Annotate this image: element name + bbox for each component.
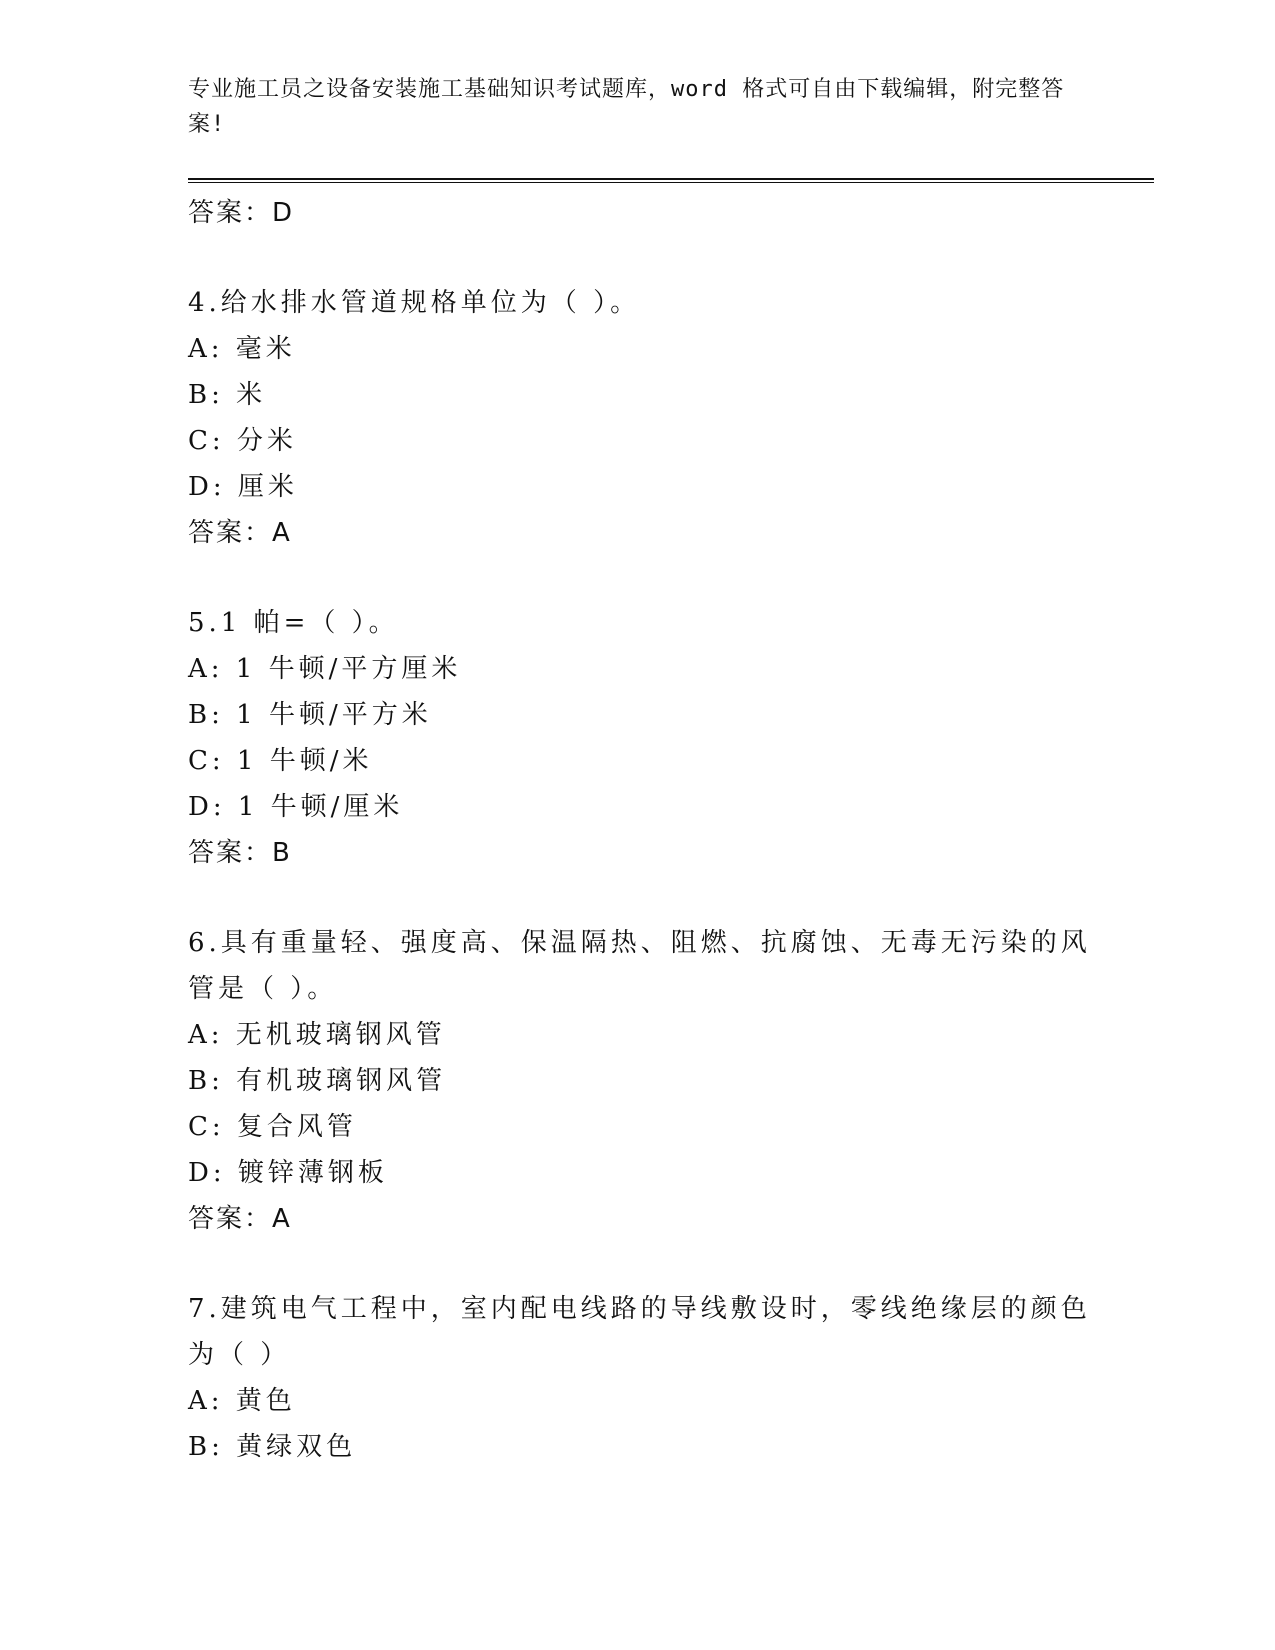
option-b: B: 有机玻璃钢风管	[188, 1066, 447, 1096]
option-d: D: 厘米	[188, 472, 298, 502]
option-b: B: 黄绿双色	[188, 1432, 357, 1462]
option-d: D: 镀锌薄钢板	[188, 1158, 388, 1188]
option-a: A: 无机玻璃钢风管	[188, 1020, 446, 1050]
option-c: C: 1 牛顿/米	[188, 746, 373, 776]
question-5	[188, 600, 1088, 876]
question-stem-line-2: 为（ ）	[188, 1340, 291, 1370]
option-a: A: 1 牛顿/平方厘米	[188, 654, 462, 684]
question-stem-line-1: 7.建筑电气工程中，室内配电线路的导线敷设时，零线绝缘层的颜色	[188, 1294, 1091, 1324]
answer-line: 答案：D	[188, 198, 295, 228]
question-stem: 4.给水排水管道规格单位为（ ）。	[188, 288, 641, 318]
question-stem-line-2: 管是（ ）。	[188, 974, 338, 1004]
option-d: D: 1 牛顿/厘米	[188, 792, 404, 822]
question-list	[188, 190, 1091, 1470]
question-4	[188, 280, 1088, 556]
option-a: A: 黄色	[188, 1386, 296, 1416]
answer-line: 答案：A	[188, 518, 292, 548]
option-a: A: 毫米	[188, 334, 296, 364]
answer-line: 答案：B	[188, 838, 292, 868]
question-stem: 5.1 帕=（ ）。	[188, 608, 399, 638]
answer-line: 答案：A	[188, 1204, 292, 1234]
document-header: 专业施工员之设备安装施工基础知识考试题库，word 格式可自由下载编辑，附完整答案!	[188, 77, 1065, 137]
option-b: B: 米	[188, 380, 267, 410]
option-c: C: 分米	[188, 426, 297, 456]
option-c: C: 复合风管	[188, 1112, 357, 1142]
option-b: B: 1 牛顿/平方米	[188, 700, 432, 730]
question-6	[188, 920, 1091, 1242]
question-7	[188, 1286, 1091, 1470]
question-stem-line-1: 6.具有重量轻、强度高、保温隔热、阻燃、抗腐蚀、无毒无污染的风	[188, 928, 1091, 958]
header-divider	[188, 178, 1154, 183]
